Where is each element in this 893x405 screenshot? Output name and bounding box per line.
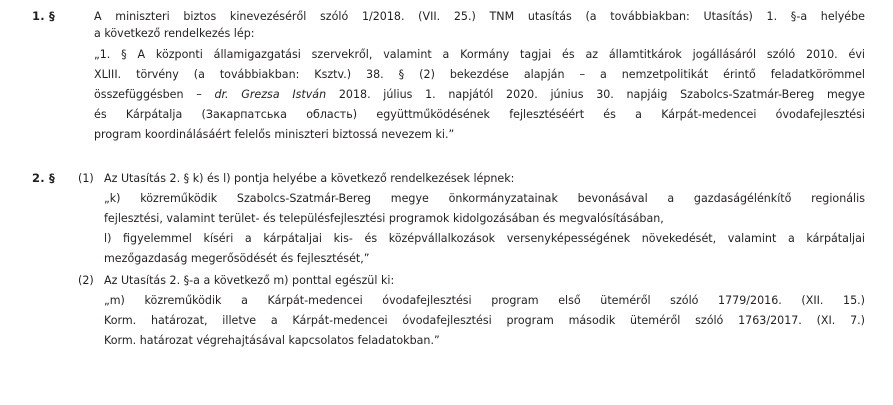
amendment-line: „k) közreműködik Szabolcs-Szatmár-Bereg megye önkormányzatainak bevonásával a gazdaságélénkítő regionális [104, 192, 865, 205]
quote-text: 2018. július 1. napjától 2020. június 30. napjáig Szabolcs-Szatmár-Bereg megye [326, 88, 866, 101]
paragraph-intro: Az Utasítás 2. § k) és l) pontja helyébe a következő rendelkezések lépnek: [104, 172, 515, 185]
quote-line [94, 86, 865, 103]
paragraph-intro: Az Utasítás 2. §-a a következő m) ponttal egészül ki: [104, 274, 395, 287]
quote-line: XLIII. törvény (a továbbiakban: Ksztv.) 38. § (2) bekezdése alapján – a nemzetpolitikát érintő feladatkörömmel [94, 68, 865, 81]
section-number: 2. § [32, 171, 55, 185]
quote-line: és Kárpátalja (Закарпатська область) együttműködésének fejlesztéséért és a Kárpát-medencei óvodafejlesztési [94, 108, 865, 121]
quote-line: program koordinálásáért felelős miniszteri biztossá nevezem ki.” [94, 128, 455, 141]
amendment-line: „m) közreműködik a Kárpát-medencei óvodafejlesztési program első üteméről szóló 1779/2016. (XII. 15.) [104, 294, 865, 307]
paragraph-label: (1) [78, 172, 94, 185]
amendment-line: Korm. határozat, illetve a Kárpát-medencei óvodafejlesztési program második üteméről szóló 1763/2017. (XI. 7.) [104, 314, 865, 327]
section-number: 1. § [32, 9, 55, 23]
person-name: dr. Grezsa István [214, 88, 327, 101]
amendment-line: l) figyelemmel kíséri a kárpátaljai kis- és középvállalkozások versenyképességének növekedését, valamint a kárpátaljai [104, 232, 865, 245]
amendment-line: Korm. határozat végrehajtásával kapcsolatos feladatokban.” [104, 334, 440, 347]
amendment-line: fejlesztési, valamint terület- és településfejlesztési programok kidolgozásában és megvalósításában, [104, 212, 664, 225]
quote-text: összefüggésben – [94, 88, 215, 101]
section-1-intro-line-2: a következő rendelkezés lép: [94, 27, 255, 40]
section-1-intro-line-1: A miniszteri biztos kinevezéséről szóló 1/2018. (VII. 25.) TNM utasítás (a továbbiakban: Utasítás) 1. §-a helyébe [94, 10, 865, 23]
quote-line: „1. § A központi államigazgatási szervekről, valamint a Kormány tagjai és az államtitkárok jogállásáról szóló 2010. évi [94, 48, 865, 61]
amendment-line: mezőgazdaság megerősödését és fejlesztését,” [104, 252, 370, 265]
paragraph-label: (2) [78, 274, 94, 287]
